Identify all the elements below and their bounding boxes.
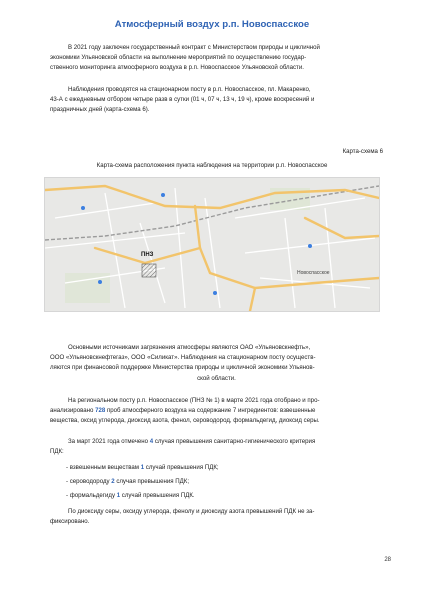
text-fragment: проб атмосферного воздуха на содержание 7 ингредиентов: взвешенные [105, 407, 316, 415]
scheme-number: Карта-схема 6 [342, 148, 383, 155]
paragraph-observations [50, 85, 383, 116]
list-item [66, 492, 195, 499]
paragraph-line [50, 437, 383, 447]
paragraph-line: По диоксиду серы, оксиду углерода, фенолу и диоксиду азота превышений ПДК не за- [68, 508, 315, 515]
paragraph-line: В 2021 году заключен государственный контракт с Министерством природы и цикличной [68, 44, 320, 51]
paragraph-line: ляются при финансовой поддержке Министерства природы и цикличной экономики Ульянов- [50, 364, 315, 372]
paragraph-line: На региональном посту р.п. Новоспасское (ПНЗ № 1) в марте 2021 года отобрано и про- [68, 397, 320, 404]
list-count: 2 [111, 478, 115, 485]
sample-count: 728 [95, 407, 106, 415]
list-item [66, 464, 219, 471]
list-count: 1 [116, 492, 121, 499]
text-fragment: За март 2021 года отмечено [68, 438, 150, 445]
list-count: 1 [140, 464, 145, 471]
paragraph-line: 43-А с ежедневным отбором четыре разв в сутки (01 ч, 07 ч, 13 ч, 19 ч), кроме воскресений и [50, 96, 315, 104]
paragraph-sources [50, 343, 383, 384]
location-map [44, 177, 380, 312]
paragraph-no-exceedances [50, 507, 383, 527]
page-title: Атмосферный воздух р.п. Новоспасское [114, 19, 310, 30]
place-label: Новоспасское [297, 270, 330, 276]
paragraph-line: ственного мониторинга атмосферного воздуха в р.п. Новоспасское Ульяновской области. [50, 64, 304, 72]
paragraph-samples [50, 396, 383, 427]
list-item [66, 478, 189, 485]
paragraph-line [50, 406, 383, 416]
paragraph-line: праздничных дней (карта-схема 6). [50, 106, 150, 114]
paragraph-line: ООО «Ульяновскнефтегаз», ООО «Силикат». Наблюдения на стационарном посту осуществ- [50, 354, 316, 362]
text-fragment: - взвешенным веществам [66, 464, 141, 471]
paragraph-line: Наблюдения проводятся на стационарном посту в р.п. Новоспасское, пл. Макаренко, [68, 86, 311, 93]
paragraph-exceedances [50, 437, 383, 457]
paragraph-line: экономики Ульяновской области на выполнение мероприятий по осуществлению государ- [50, 54, 307, 62]
paragraph-line: Основными источниками загрязнения атмосферы являются ОАО «Ульяновскнефть», [68, 344, 311, 351]
post-label: ПНЗ [141, 252, 154, 258]
paragraph-line: вещества, оксид углерода, диоксид азота, фенол, сероводород, формальдегид, диоксид серы. [50, 417, 320, 425]
text-fragment: случай превышения ПДК; [144, 464, 219, 471]
paragraph-line: ской области. [197, 374, 236, 382]
text-fragment: анализировано [50, 407, 96, 415]
text-fragment: - формальдегиду [66, 492, 117, 499]
exceedance-count: 4 [149, 438, 154, 445]
text-fragment: случая превышения санитарно-гигиенического критерия [153, 438, 316, 445]
text-fragment: случая превышения ПДК; [114, 478, 190, 485]
paragraph-line: фиксировано. [50, 518, 90, 526]
text-fragment: - сероводороду [66, 478, 112, 485]
paragraph-contract [50, 43, 383, 74]
text-fragment: случай превышения ПДК. [120, 492, 195, 499]
paragraph-line: ПДК: [50, 448, 64, 456]
page-number: 28 [384, 557, 391, 563]
scheme-caption: Карта-схема расположения пункта наблюдения на территории р.п. Новоспасское [96, 162, 328, 169]
